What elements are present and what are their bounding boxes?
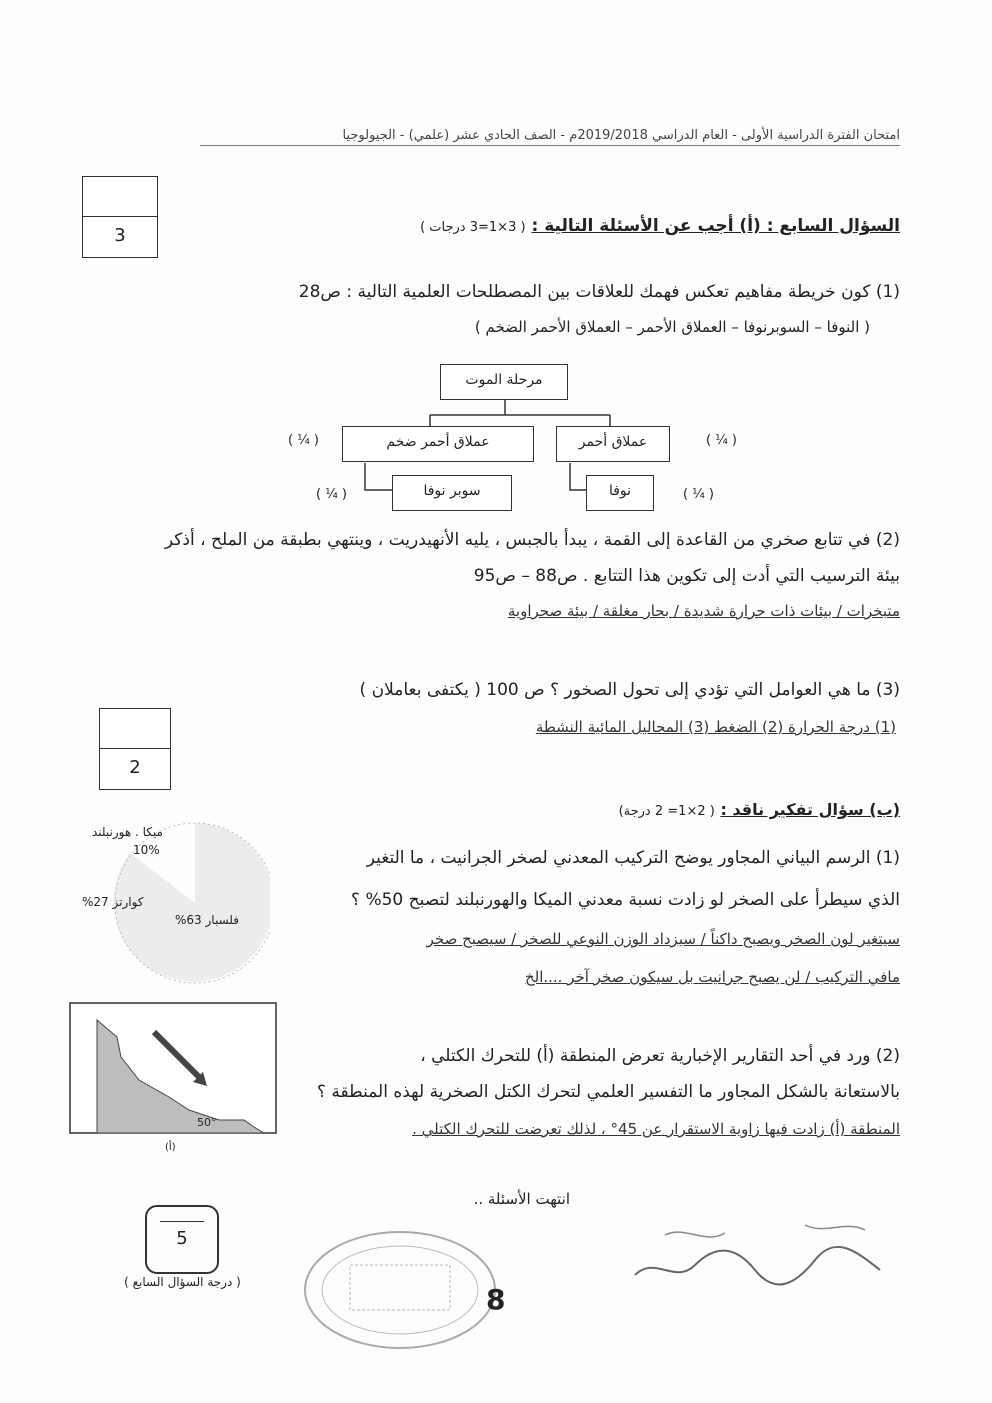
final-score: 5 [176, 1228, 188, 1249]
q2-answer: متبخرات / بيئات ذات حرارة شديدة / بحار مغلقة / بيئة صحراوية [507, 602, 900, 620]
b-q1-answer-2: مافي التركيب / لن يصبح جرانيت بل سيكون صخر آخر ....الخ [524, 968, 900, 986]
score-part-b: 2 [129, 757, 141, 778]
final-score-label: ( درجة السؤال السابع ) [124, 1275, 241, 1289]
question-title [390, 216, 900, 236]
mark-1: ( ¼ ) [288, 433, 320, 448]
question-label: السؤال السابع : (أ) أجب عن الأسئلة التالية : [531, 216, 900, 236]
score-part-a: 3 [114, 225, 126, 246]
final-score-box [145, 1205, 219, 1274]
concept-red-giant: عملاق أحمر [556, 426, 670, 462]
pie-label-mica-pct: 10% [133, 843, 160, 857]
school-stamp [300, 1225, 500, 1355]
pie-label-mica: ميكا . هورنبلند [92, 825, 163, 839]
question-marks: ( 3×1=3 درجات ) [420, 220, 526, 235]
q3-text: (3) ما هي العوامل التي تؤدي إلى تحول الصخور ؟ ص 100 ( يكتفى بعاملان ) [359, 680, 900, 700]
slope-region-label: (أ) [165, 1142, 176, 1152]
q1-terms: ( النوفا – السوبرنوفا – العملاق الأحمر – العملاق الأحمر الضخم ) [474, 318, 870, 336]
b-q2-answer: المنطقة (أ) زادت فيها زاوية الاستقرار عن 45° ، لذلك تعرضت للتحرك الكتلي . [412, 1120, 900, 1138]
part-b-title [560, 800, 900, 819]
part-b-marks: ( 2×1= 2 درجة) [618, 804, 715, 819]
part-b-label: (ب) سؤال تفكير ناقد : [720, 800, 900, 819]
pie-label-feldspar: فلسبار 63% [175, 913, 239, 927]
b-q1-text-1: (1) الرسم البياني المجاور يوضح التركيب المعدني لصخر الجرانيت ، ما التغير [366, 848, 900, 868]
q2-text-1: (2) في تتابع صخري من القاعدة إلى القمة ، يبدأ بالجبس ، يليه الأنهيدريت ، وينتهي بطبقة من الملح ، أذكر [164, 530, 900, 550]
score-box-part-b [99, 708, 171, 790]
pie-label-quartz: كوارتز 27% [82, 895, 144, 909]
b-q2-text-2: بالاستعانة بالشكل المجاور ما التفسير العلمي لتحرك الكتل الصخرية لهذه المنطقة ؟ [317, 1082, 900, 1102]
concept-red-supergiant: عملاق أحمر ضخم [342, 426, 534, 462]
page-number: 8 [486, 1283, 506, 1316]
slope-figure [69, 1002, 277, 1152]
b-q1-text-2: الذي سيطرأ على الصخر لو زادت نسبة معدني الميكا والهورنبلند لتصبح 50% ؟ [351, 890, 900, 910]
q3-answer: (1) درجة الحرارة (2) الضغط (3) المحاليل المائية النشطة [535, 718, 896, 736]
signature [625, 1215, 895, 1305]
mark-2: ( ¼ ) [706, 433, 738, 448]
b-q1-answer-1: سيتغير لون الصخر ويصبح داكناً / سيزداد الوزن النوعي للصخر / سيصبح صخر [426, 930, 900, 948]
concept-nova: نوفا [586, 475, 654, 511]
slope-angle-label: 50° [197, 1116, 217, 1129]
end-text: انتهت الأسئلة .. [473, 1190, 570, 1208]
mark-3: ( ¼ ) [316, 487, 348, 502]
concept-supernova: سوبر نوفا [392, 475, 512, 511]
concept-root: مرحلة الموت [440, 364, 568, 400]
exam-header: امتحان الفترة الدراسية الأولى - العام الدراسي 2019/2018م - الصف الحادي عشر (علمي) - الجيولوجيا [200, 128, 900, 146]
mark-4: ( ¼ ) [683, 487, 715, 502]
q2-text-2: بيئة الترسيب التي أدت إلى تكوين هذا التتابع . ص88 – ص95 [473, 566, 900, 586]
q1-text: (1) كون خريطة مفاهيم تعكس فهمك للعلاقات بين المصطلحات العلمية التالية : ص28 [298, 282, 900, 302]
score-box-part-a [82, 176, 158, 258]
b-q2-text-1: (2) ورد في أحد التقارير الإخبارية تعرض المنطقة (أ) للتحرك الكتلي ، [420, 1046, 900, 1066]
